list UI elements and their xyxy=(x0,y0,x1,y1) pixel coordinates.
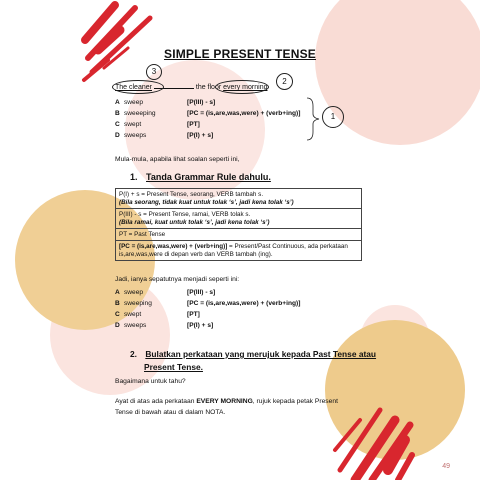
explanation-line2: Tense di bawah atau di dalam NOTA. xyxy=(115,409,226,416)
rule-text: PT = Past Tense xyxy=(119,230,166,238)
option-letter: D xyxy=(115,132,120,139)
rule-cell xyxy=(116,229,362,241)
option-letter: C xyxy=(115,311,120,318)
after-table-text: Jadi, ianya sepatutnya menjadi seperti ini: xyxy=(115,276,240,283)
circle-subject xyxy=(112,80,164,94)
option-word: sweeping xyxy=(124,300,152,307)
option-word: swept xyxy=(124,311,142,318)
option-c xyxy=(115,121,315,130)
table-row xyxy=(116,189,362,209)
option-letter: C xyxy=(115,121,120,128)
option-letter: D xyxy=(115,322,120,329)
page-number: 49 xyxy=(442,463,450,470)
option-d-revised xyxy=(115,322,335,331)
step-2-heading xyxy=(130,348,390,374)
option-rule: [PC = (is,are,was,were) + (verb+ing)] xyxy=(187,110,301,117)
option-a-revised xyxy=(115,289,335,298)
option-letter: B xyxy=(115,300,120,307)
question-how: Bagaimana untuk tahu? xyxy=(115,378,186,385)
rule-text: P(I) + s = Present Tense, seorang, VERB tambah s. xyxy=(119,190,264,198)
rule-text: = Present/Past Continuous, ada perkataan is,are,was,were di depan verb dan VERB tambah (ing). xyxy=(119,242,348,258)
step-1-number: 1. xyxy=(130,172,138,182)
option-rule: [P(I) + s] xyxy=(187,132,214,139)
step-2-title-line1: Bulatkan perkataan yang merujuk kepada Past Tense atau xyxy=(145,349,377,359)
option-rule: [PC = (is,are,was,were) + (verb+ing)] xyxy=(187,300,301,307)
explanation-post: , rujuk kepada petak Present xyxy=(252,398,338,405)
explanation-text xyxy=(115,396,375,418)
option-word: swept xyxy=(124,121,142,128)
rule-cell xyxy=(116,241,362,261)
rule-cell xyxy=(116,209,362,229)
option-a xyxy=(115,99,315,108)
question-subject: The cleaner xyxy=(115,84,152,91)
option-d xyxy=(115,132,315,141)
rule-cell xyxy=(116,189,362,209)
option-word: sweeps xyxy=(124,132,147,139)
marker-1: 1 xyxy=(322,106,344,128)
option-letter: A xyxy=(115,289,120,296)
step-1-heading xyxy=(130,172,271,182)
rule-note: (Bila seorang, tidak kuat untuk tolak ‘s’, jadi kena tolak ‘s’) xyxy=(119,198,294,206)
option-rule: [P(III) - s] xyxy=(187,289,216,296)
rule-text: P(III) - s = Present Tense, ramai, VERB tolak s. xyxy=(119,210,251,218)
marker-2: 2 xyxy=(276,73,293,90)
table-row xyxy=(116,241,362,261)
question-time-phrase: every morning xyxy=(223,84,268,91)
table-row xyxy=(116,209,362,229)
option-rule: [P(III) - s] xyxy=(187,99,216,106)
grammar-rules-table xyxy=(115,188,362,261)
step-2-title-line2: Present Tense. xyxy=(144,362,203,372)
question-object: the floor xyxy=(195,84,222,91)
rule-note: (Bila ramai, kuat untuk tolak ‘s’, jadi kena tolak ‘s’) xyxy=(119,218,270,226)
table-row xyxy=(116,229,362,241)
option-word: sweeps xyxy=(124,322,147,329)
option-rule: [P(I) + s] xyxy=(187,322,214,329)
circle-time-phrase xyxy=(215,80,269,94)
marker-3: 3 xyxy=(146,64,162,80)
option-rule: [PT] xyxy=(187,311,200,318)
explanation-pre: Ayat di atas ada perkataan xyxy=(115,398,197,405)
explanation-keyword: EVERY MORNING xyxy=(196,398,253,405)
option-rule: [PT] xyxy=(187,121,200,128)
step-2-number: 2. xyxy=(130,349,137,359)
rule-text-bold: [PC = (is,are,was,were) + (verb+ing)] xyxy=(119,242,228,250)
option-word: sweep xyxy=(124,289,144,296)
option-letter: B xyxy=(115,110,120,117)
option-b xyxy=(115,110,315,119)
option-letter: A xyxy=(115,99,120,106)
option-b-revised xyxy=(115,300,335,309)
option-word: sweep xyxy=(124,99,144,106)
step-1-title: Tanda Grammar Rule dahulu. xyxy=(146,172,271,182)
intro-text: Mula-mula, apabila lihat soalan seperti ini, xyxy=(115,156,240,163)
page-title: SIMPLE PRESENT TENSE xyxy=(163,47,317,61)
red-brush-top-left xyxy=(84,5,150,80)
option-word: sweeeping xyxy=(124,110,156,117)
option-c-revised xyxy=(115,311,335,320)
